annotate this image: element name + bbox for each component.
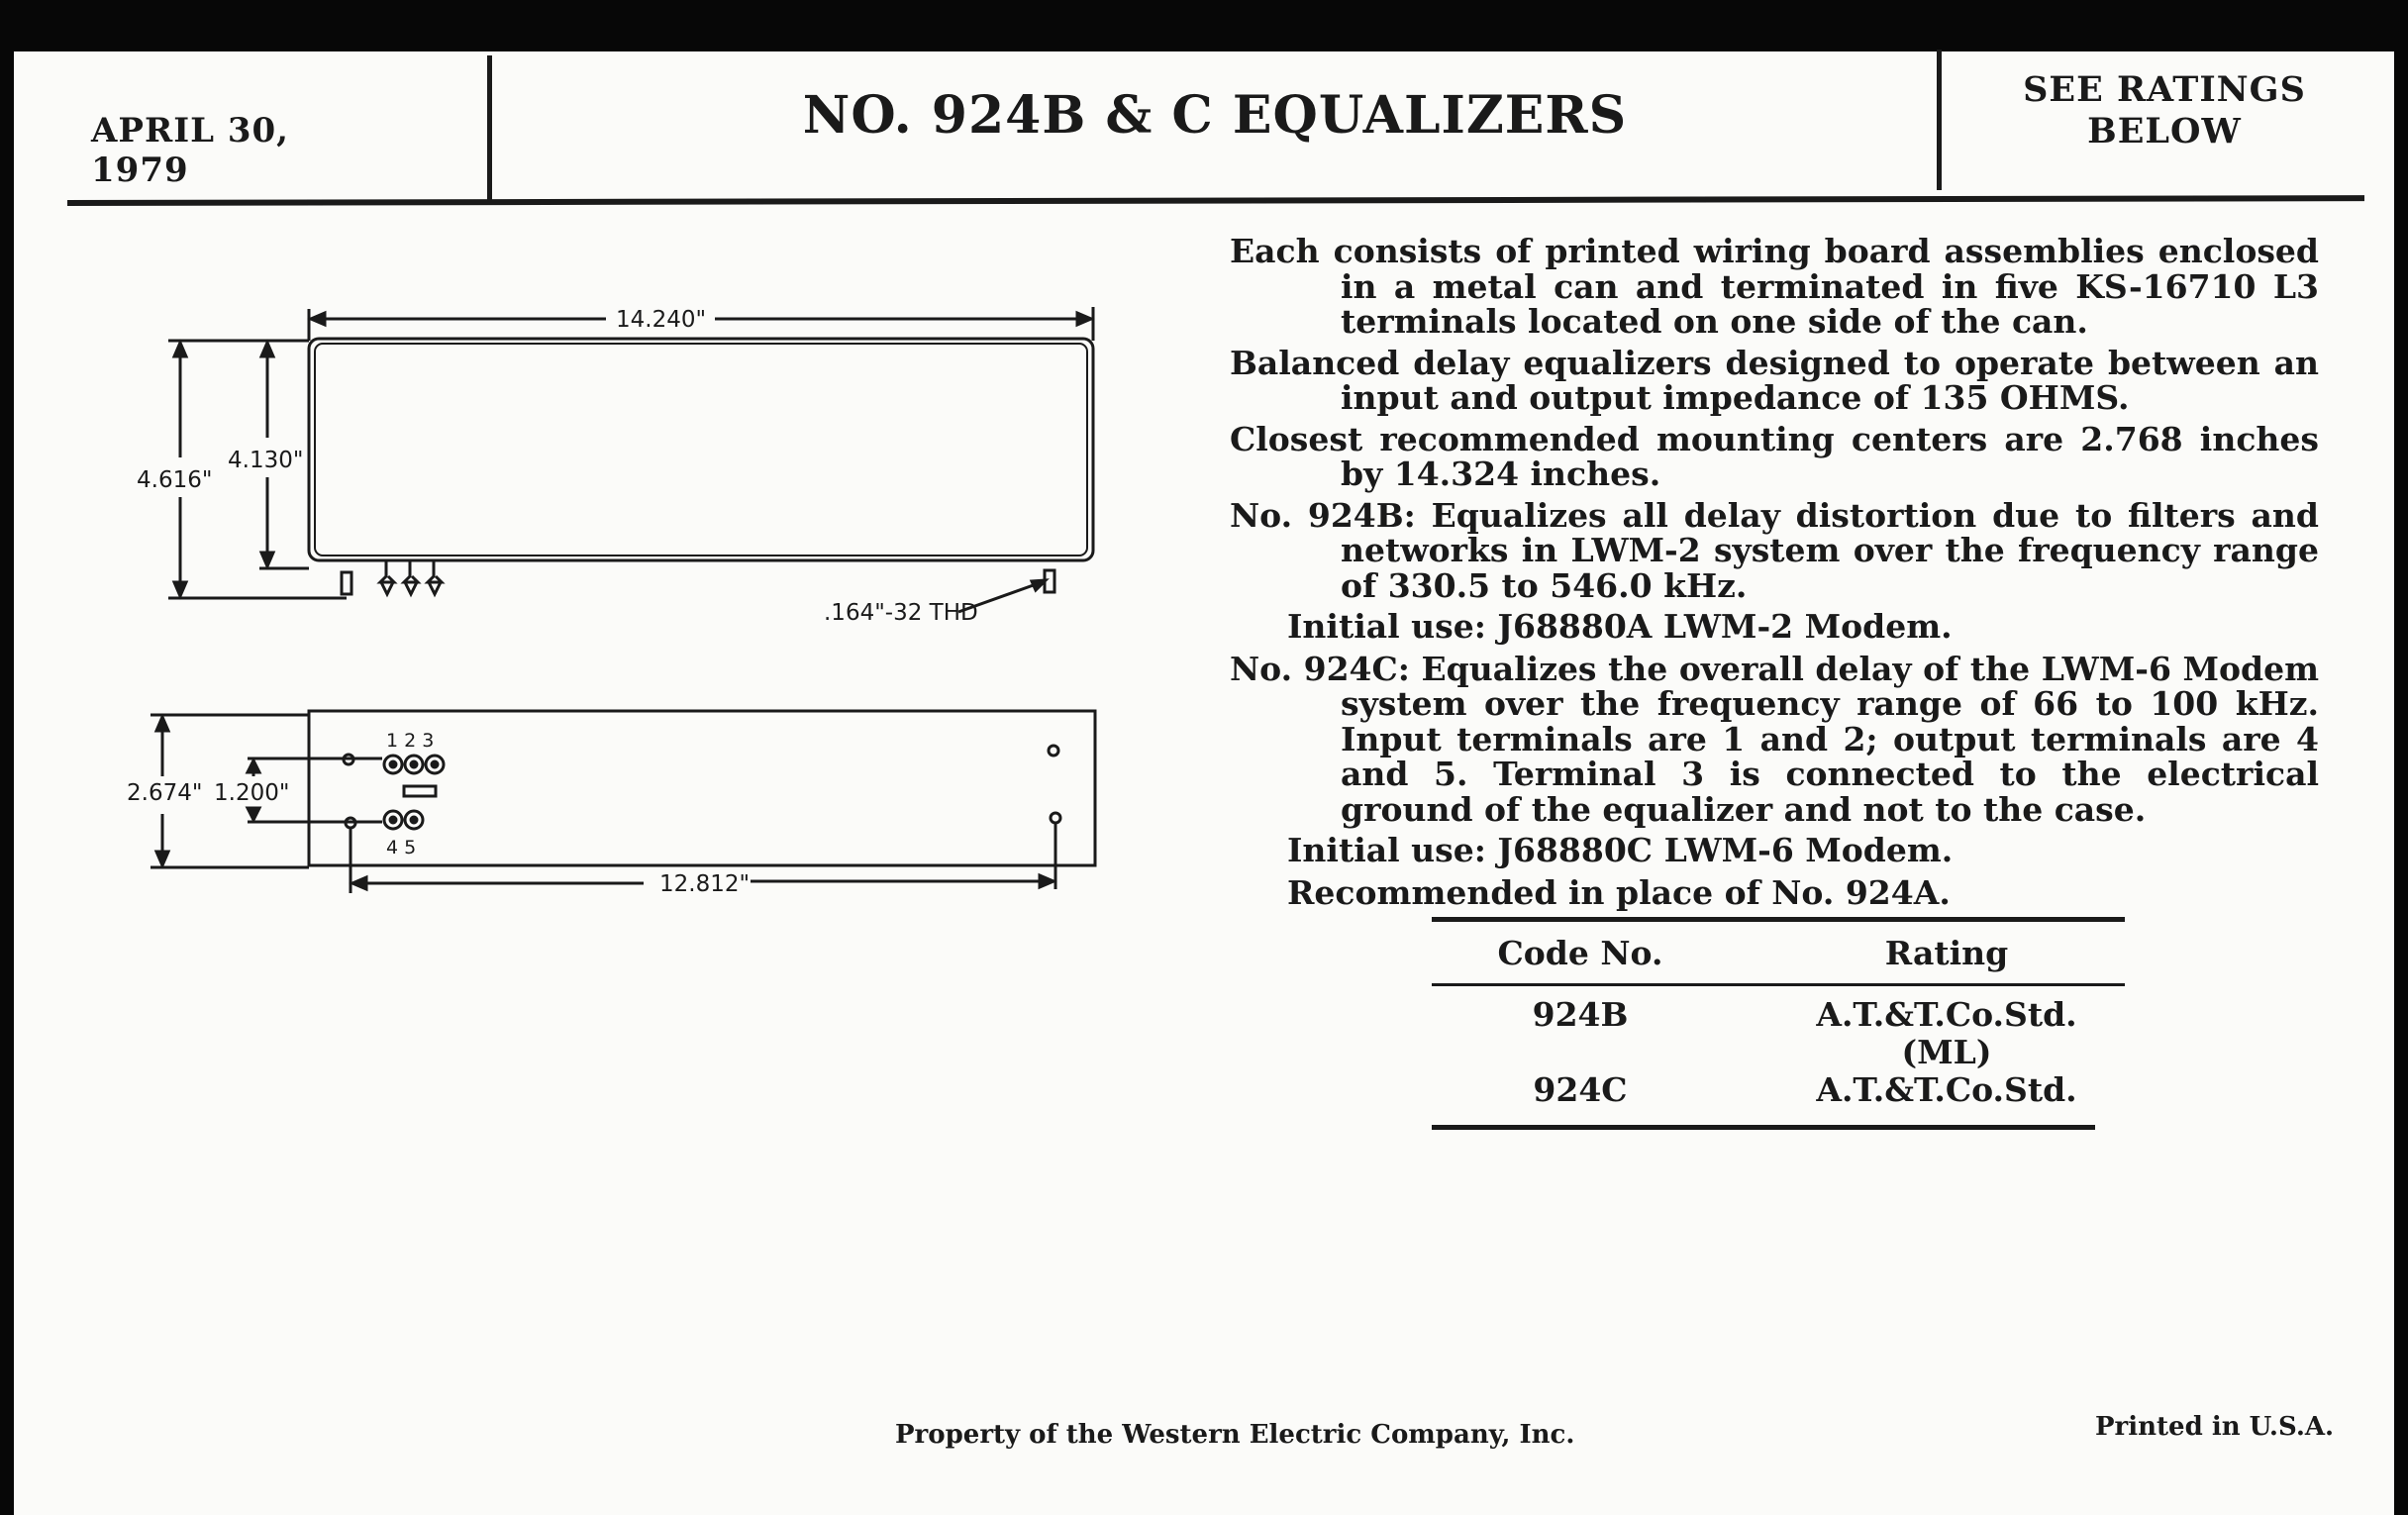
ratings-note-line2: BELOW <box>2087 111 2242 152</box>
ratings-table <box>1432 917 2125 1130</box>
page-title: NO. 924B & C EQUALIZERS <box>802 85 1628 146</box>
table-row <box>1432 1071 2125 1109</box>
table-header-rule <box>1432 983 2125 986</box>
terminal-labels-bottom: 4 5 <box>386 837 417 858</box>
footer-printed: Printed in U.S.A. <box>2095 1412 2335 1442</box>
table-cell-rating: A.T.&T.Co.Std. (ML) <box>1816 995 2077 1071</box>
dim-terminal-spacing-label: 1.200" <box>214 780 290 806</box>
dim-length-label: 14.240" <box>616 307 707 333</box>
table-row <box>1432 996 2125 1071</box>
table-top-rule <box>1432 917 2125 922</box>
ratings-note-line1: SEE RATINGS <box>2023 69 2306 110</box>
side-terminal <box>342 572 351 594</box>
table-header-code: Code No. <box>1497 933 1663 972</box>
description-para: Each consists of printed wiring board assemblies enclosed in a metal can and terminated in five KS-16710 L3 terminals located on one side of the can. <box>1230 232 2319 341</box>
dim-width-label: 2.674" <box>127 780 203 806</box>
issue-date: APRIL 30, 1979 <box>91 111 290 190</box>
side-view-body <box>309 339 1093 560</box>
description-para: Balanced delay equalizers designed to operate between an input and output impedance of 135 OHMS. <box>1230 343 2319 417</box>
table-header-rating: Rating <box>1884 933 2009 972</box>
dim-mount-spacing-label: 12.812" <box>659 871 751 897</box>
terminal-labels-top: 1 2 3 <box>386 730 435 752</box>
table-cell-code: 924C <box>1533 1070 1628 1109</box>
side-terminal <box>380 560 394 594</box>
dim-outer-height-label: 4.616" <box>137 467 213 493</box>
description-para: No. 924C: Equalizes the overall delay of the LWM-6 Modem system over the frequency range of 66 to 100 kHz. Input terminals are 1 and 2; output terminals are 4 and 5. Terminal 3 is connected to the electrical ground of the equalizer and not to the case. <box>1230 649 2319 829</box>
table-cell-rating: A.T.&T.Co.Std. <box>1816 1070 2077 1109</box>
table-cell-code: 924B <box>1532 995 1629 1034</box>
table-header <box>1432 922 2125 983</box>
table-body <box>1432 986 2125 1125</box>
description-para: No. 924B: Equalizes all delay distortion due to filters and networks in LWM-2 system over the frequency range of 330.5 to 546.0 kHz. <box>1230 495 2319 605</box>
description-para: Closest recommended mounting centers are 2.768 inches by 14.324 inches. <box>1230 419 2319 493</box>
side-view-body-inner <box>315 344 1087 556</box>
description-para: Initial use: J68880A LWM-2 Modem. <box>1287 607 1953 646</box>
table-bottom-rule <box>1432 1125 2095 1130</box>
dim-inner-height-label: 4.130" <box>228 448 304 473</box>
description-para: Recommended in place of No. 924A. <box>1287 872 1951 912</box>
description-para: Initial use: J68880C LWM-6 Modem. <box>1287 831 1954 869</box>
footer-property: Property of the Western Electric Company, Inc. <box>895 1420 1575 1450</box>
dim-thread-label: .164"-32 THD <box>824 600 978 626</box>
side-terminal <box>404 560 418 594</box>
side-terminal <box>428 560 442 594</box>
description <box>1230 234 2319 917</box>
